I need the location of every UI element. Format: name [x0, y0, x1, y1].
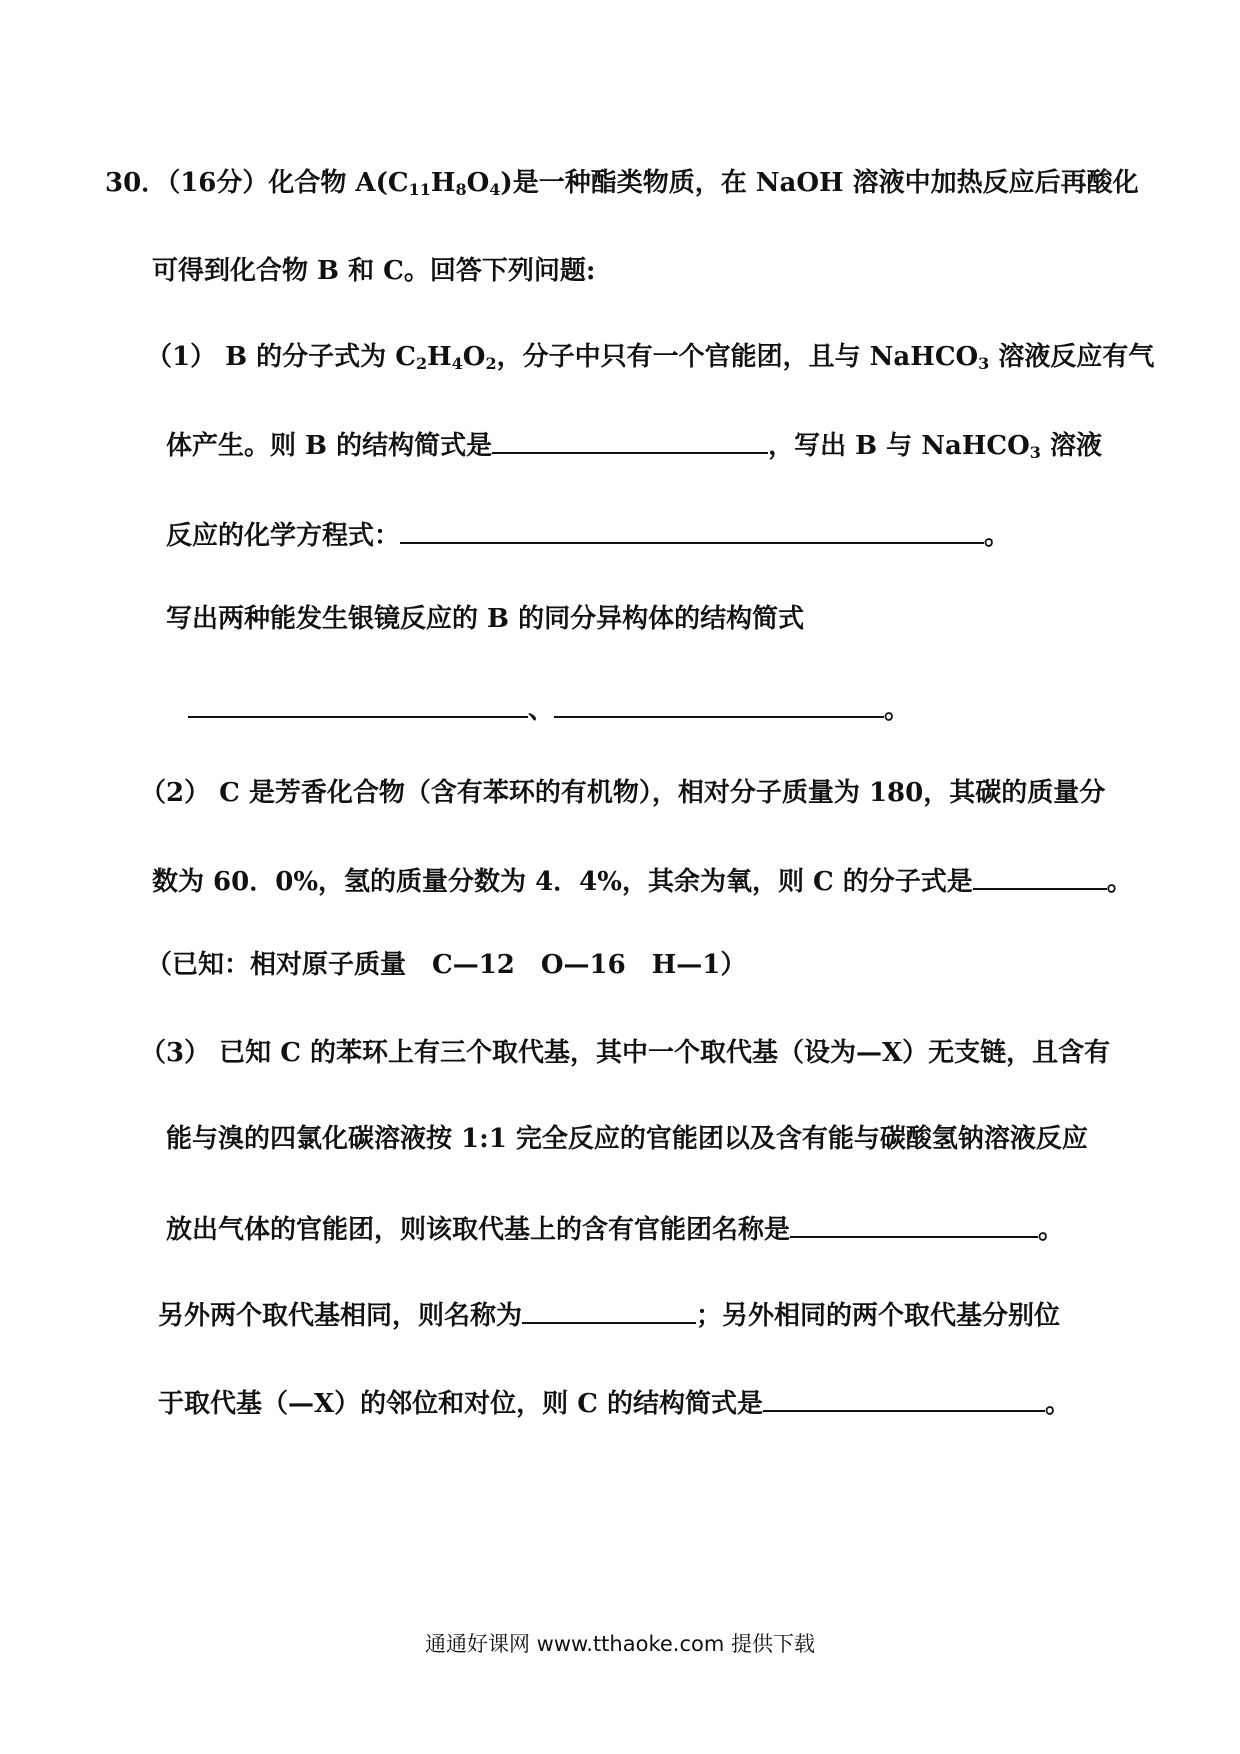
formula-B: $C_2H_4O_2$: [395, 342, 497, 373]
part3-line-3: 放出气体的官能团，则该取代基上的含有官能团名称是 。: [166, 1210, 1064, 1247]
question-intro-line-1: 30．（16分）化合物 $A(C_{11}H_8O_4)$是一种酯类物质，在 NaOH 溶液中加热反应后再酸化: [105, 168, 1139, 199]
answer-blank-equation[interactable]: [400, 516, 984, 544]
part2-line-3: （已知：相对原子质量 C—12 O—16 H—1）: [146, 950, 747, 980]
answer-blank-substituent-name[interactable]: [522, 1296, 696, 1324]
part3-line-5: 于取代基（—X）的邻位和对位，则 C 的结构简式是 。: [158, 1384, 1071, 1421]
answer-blank-functional-group[interactable]: [790, 1210, 1038, 1238]
part2-line-1: （2） C 是芳香化合物（含有苯环的有机物），相对分子质量为 180，其碳的质量分: [140, 778, 1106, 808]
part2-line-2: 数为 60．0%，氢的质量分数为 4．4%，其余为氧，则 C 的分子式是 。: [152, 862, 1133, 899]
question-intro-line-2: 可得到化合物 B 和 C。回答下列问题:: [152, 256, 596, 286]
part1-line-2: 体产生。则 B 的结构简式是 ，写出 B 与 NaHCO$_3$ 溶液: [166, 426, 1102, 463]
answer-blank-c-structure[interactable]: [763, 1384, 1045, 1412]
answer-blank-isomer-2[interactable]: [554, 690, 884, 718]
part3-line-4: 另外两个取代基相同，则名称为 ；另外相同的两个取代基分别位: [158, 1296, 1060, 1333]
answer-blank-b-structure[interactable]: [492, 426, 768, 454]
formula-A: $C_{11}H_8O_4$: [387, 168, 501, 199]
part3-line-2: 能与溴的四氯化碳溶液按 1:1 完全反应的官能团以及含有能与碳酸氢钠溶液反应: [166, 1124, 1088, 1154]
answer-blank-c-formula[interactable]: [973, 862, 1107, 890]
part1-line-4: 写出两种能发生银镜反应的 B 的同分异构体的结构简式: [166, 604, 805, 634]
part3-line-1: （3） 已知 C 的苯环上有三个取代基，其中一个取代基（设为—X）无支链，且含有: [140, 1038, 1111, 1068]
part1-line-3: 反应的化学方程式： 。: [166, 516, 1010, 553]
question-number: 30．: [105, 168, 168, 198]
page-footer: 通通好课网 www.tthaoke.com 提供下载: [425, 1632, 815, 1656]
part1-line-5: 、 。: [188, 690, 910, 727]
part1-line-1: （1） B 的分子式为 $C_2H_4O_2$，分子中只有一个官能团，且与 NaHCO$_3$ 溶液反应有气: [146, 342, 1155, 373]
answer-blank-isomer-1[interactable]: [188, 690, 528, 718]
